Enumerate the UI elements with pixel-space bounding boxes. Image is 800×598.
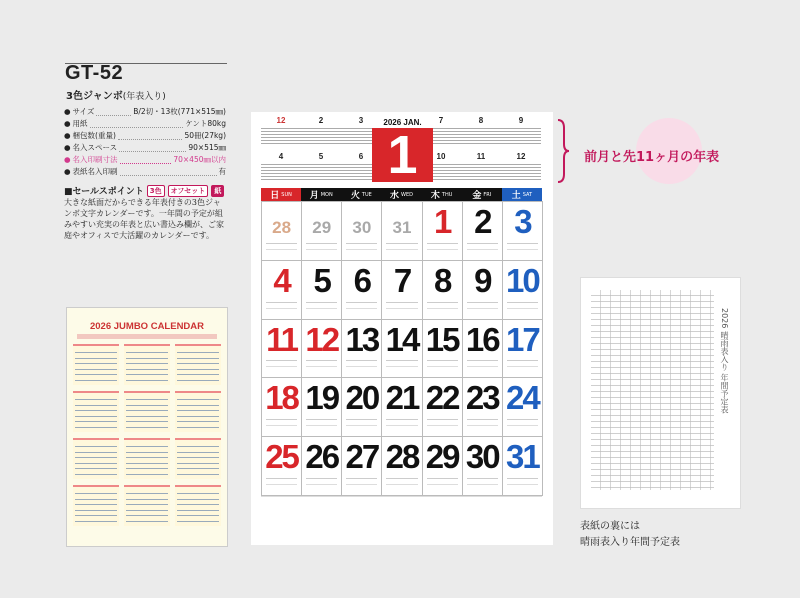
spec-list: [64, 106, 226, 178]
mini-month: [461, 152, 501, 182]
day-cell: [423, 378, 463, 437]
note-line: [386, 425, 417, 428]
spec-value: 90×515㎜: [188, 143, 226, 152]
note-line: [306, 302, 337, 305]
weekday-thu: [422, 188, 462, 201]
day-cell: [302, 320, 342, 379]
spec-label: サイズ: [72, 107, 95, 116]
note-line: [306, 425, 337, 428]
mini-month-grid: [261, 162, 301, 182]
bullet-icon: ●: [64, 143, 71, 152]
product-name-text: 3色ジャンボ: [66, 91, 123, 102]
day-cell: [463, 261, 503, 320]
weekday-sat: [502, 188, 542, 201]
leader-dots: [90, 121, 184, 128]
weekday-wed: [381, 188, 421, 201]
day-number: 2: [474, 203, 491, 240]
mini-month-number: 7: [438, 116, 444, 125]
spec-value: B/2切・13枚(771×515㎜): [133, 107, 226, 116]
weekday-en: FRI: [483, 191, 492, 198]
product-name: [66, 87, 166, 102]
day-number: 30: [352, 218, 372, 237]
mini-month: [301, 116, 341, 146]
day-cell: [262, 437, 302, 496]
day-grid: [261, 201, 543, 496]
note-line: [266, 249, 297, 252]
spec-row: [64, 154, 226, 166]
note-line: [467, 249, 498, 252]
bullet-icon: ●: [64, 131, 71, 140]
note-line: [266, 366, 297, 369]
day-number: 29: [425, 438, 459, 476]
day-cell: [382, 437, 422, 496]
note-line: [427, 425, 458, 428]
weekday-jp: 水: [390, 191, 400, 201]
leader-dots: [118, 133, 183, 140]
note-line: [507, 308, 538, 311]
weekday-en: TUE: [361, 191, 372, 198]
jumbo-month-block: [124, 438, 170, 479]
note-line: [346, 366, 377, 369]
note-line: [507, 478, 538, 481]
spec-value: 50冊(27kg): [184, 131, 226, 140]
note-line: [467, 484, 498, 487]
note-line: [507, 360, 538, 363]
mini-month-number: 4: [278, 152, 284, 161]
jumbo-month-block: [175, 438, 221, 479]
mini-month-grid: [501, 126, 541, 146]
day-cell: [342, 378, 382, 437]
note-line: [467, 478, 498, 481]
day-number: 5: [313, 261, 330, 299]
day-cell: [463, 437, 503, 496]
day-number: 24: [506, 379, 539, 417]
product-name-note: (年表入り): [122, 92, 166, 102]
day-cell: [382, 261, 422, 320]
day-cell: [382, 320, 422, 379]
day-cell: [463, 202, 503, 261]
day-number: 22: [425, 379, 459, 417]
day-cell: [342, 320, 382, 379]
weekday-mon: [301, 188, 341, 201]
day-number: 15: [425, 320, 459, 358]
day-cell: [503, 261, 543, 320]
day-number: 27: [345, 438, 379, 476]
day-cell: [262, 202, 302, 261]
day-number: 14: [385, 320, 419, 358]
spec-label: 梱包数(重量): [72, 131, 116, 140]
note-line: [266, 308, 297, 311]
day-cell: [302, 437, 342, 496]
day-cell: [423, 261, 463, 320]
day-number: 16: [465, 320, 499, 358]
day-cell: [262, 261, 302, 320]
mini-month: [261, 116, 301, 146]
note-line: [306, 478, 337, 481]
note-line: [386, 419, 417, 422]
spec-value: ケント80kg: [185, 119, 226, 128]
day-cell: [503, 437, 543, 496]
day-number: 11: [266, 320, 298, 358]
day-number: 8: [433, 261, 451, 299]
weekday-jp: 月: [309, 191, 319, 201]
note-line: [427, 243, 458, 246]
note-line: [386, 249, 417, 252]
day-number: 4: [273, 261, 290, 299]
annotation-text: 前月と先11ヶ月の年表: [584, 150, 720, 165]
note-line: [467, 419, 498, 422]
back-cover-title: 2026 晴雨表入り 年間予定表: [720, 308, 729, 414]
weekday-en: THU: [441, 191, 453, 198]
day-cell: [463, 378, 503, 437]
weekday-jp: 金: [472, 191, 482, 201]
mini-month-grid: [461, 126, 501, 146]
mini-month-number: 12: [276, 116, 286, 125]
mini-month-number: 2: [318, 116, 324, 125]
note-line: [427, 366, 458, 369]
note-line: [346, 419, 377, 422]
back-cover-caption-line1: 表紙の裏には: [580, 521, 640, 532]
jumbo-month-block: [175, 485, 221, 526]
mini-month-number: 12: [516, 152, 526, 161]
weekday-header: [261, 188, 542, 201]
note-line: [306, 366, 337, 369]
mini-month-number: 3: [358, 116, 364, 125]
day-number: 6: [353, 261, 371, 299]
spec-value: 有: [218, 167, 226, 176]
bullet-icon: ●: [64, 167, 71, 176]
note-line: [427, 302, 458, 305]
spec-value: 70×450㎜以内: [173, 155, 226, 164]
note-line: [507, 249, 538, 252]
note-line: [467, 366, 498, 369]
note-line: [346, 484, 377, 487]
spec-label: 表紙名入印刷: [72, 167, 118, 176]
note-line: [427, 308, 458, 311]
note-line: [467, 308, 498, 311]
note-line: [306, 484, 337, 487]
badge-paper: 紙: [211, 185, 224, 197]
mini-month: [501, 152, 541, 182]
day-number: 31: [392, 218, 412, 237]
note-line: [346, 302, 377, 305]
day-number: 25: [265, 438, 298, 476]
spec-label: 用紙: [72, 119, 88, 128]
product-code: GT-52: [65, 62, 124, 84]
jumbo-month-block: [175, 391, 221, 432]
weekday-jp: 火: [350, 191, 360, 201]
day-number: 29: [312, 218, 332, 237]
mini-month-number: 5: [318, 152, 324, 161]
weekday-sun: [261, 188, 301, 201]
note-line: [507, 366, 538, 369]
weekday-tue: [341, 188, 381, 201]
jumbo-month-block: [73, 344, 119, 385]
day-number: 7: [393, 261, 411, 299]
spec-row: [64, 130, 226, 142]
day-number: 19: [305, 379, 339, 417]
mini-month: [461, 116, 501, 146]
jumbo-month-block: [124, 391, 170, 432]
day-number: 3: [514, 203, 531, 240]
day-cell: [262, 320, 302, 379]
note-line: [306, 419, 337, 422]
day-number: 17: [506, 320, 539, 358]
jumbo-month-block: [73, 438, 119, 479]
note-line: [346, 243, 377, 246]
mini-month-grid: [501, 162, 541, 182]
weekday-en: SUN: [281, 191, 292, 198]
note-line: [266, 243, 297, 246]
day-number: 13: [345, 320, 379, 358]
jumbo-month-grid: [73, 344, 221, 526]
mini-month: [501, 116, 541, 146]
day-number: 31: [506, 438, 539, 476]
note-line: [507, 484, 538, 487]
note-line: [266, 425, 297, 428]
jumbo-month-block: [73, 485, 119, 526]
day-number: 28: [272, 218, 292, 237]
note-line: [346, 425, 377, 428]
spec-label: 名入スペース: [72, 143, 118, 152]
spec-row: [64, 106, 226, 118]
note-line: [386, 302, 417, 305]
bullet-icon: ●: [64, 119, 71, 128]
day-number: 10: [506, 261, 539, 299]
note-line: [306, 308, 337, 311]
day-cell: [302, 202, 342, 261]
spec-label: 名入印刷寸法: [72, 155, 118, 164]
jumbo-cover-band: [77, 334, 217, 339]
day-number: 9: [474, 261, 491, 299]
day-number: 1: [433, 203, 451, 240]
brace-icon: [556, 118, 570, 184]
jumbo-calendar-cover: [66, 307, 228, 547]
note-line: [386, 360, 417, 363]
calendar-footer-line: [261, 496, 542, 503]
day-cell: [342, 437, 382, 496]
day-cell: [503, 378, 543, 437]
day-cell: [302, 261, 342, 320]
day-cell: [503, 320, 543, 379]
spec-row: [64, 118, 226, 130]
note-line: [427, 478, 458, 481]
day-number: 26: [305, 438, 339, 476]
month-block: [372, 118, 433, 185]
note-line: [467, 360, 498, 363]
mini-month-number: 10: [436, 152, 446, 161]
weekday-en: MON: [320, 191, 333, 198]
day-number: 21: [385, 379, 419, 417]
mini-month-grid: [461, 162, 501, 182]
note-line: [266, 360, 297, 363]
note-line: [306, 360, 337, 363]
mini-month-number: 6: [358, 152, 364, 161]
note-line: [427, 419, 458, 422]
weekday-jp: 木: [430, 191, 440, 201]
note-line: [386, 484, 417, 487]
note-line: [386, 478, 417, 481]
note-line: [266, 478, 297, 481]
mini-month: [301, 152, 341, 182]
month-header: 2026 JAN.: [372, 118, 433, 128]
mini-month-grid: [301, 162, 341, 182]
day-cell: [503, 202, 543, 261]
day-number: 12: [305, 320, 339, 358]
day-cell: [463, 320, 503, 379]
day-number: 23: [465, 379, 499, 417]
jumbo-month-block: [124, 344, 170, 385]
note-line: [346, 478, 377, 481]
note-line: [386, 243, 417, 246]
badge-offset: オフセット: [168, 185, 209, 197]
leader-dots: [120, 169, 217, 176]
note-line: [507, 302, 538, 305]
weekday-fri: [462, 188, 502, 201]
day-number: 28: [385, 438, 419, 476]
jumbo-month-block: [124, 485, 170, 526]
note-line: [306, 243, 337, 246]
mini-month-number: 9: [518, 116, 524, 125]
spec-row: [64, 142, 226, 154]
spec-row: [64, 166, 226, 178]
badge-3color: 3色: [147, 185, 165, 197]
mini-month: [261, 152, 301, 182]
note-line: [346, 308, 377, 311]
weekday-en: SAT: [522, 191, 533, 198]
note-line: [346, 360, 377, 363]
jumbo-cover-title: 2026 JUMBO CALENDAR: [89, 321, 205, 332]
leader-dots: [119, 145, 186, 152]
leader-dots: [96, 109, 131, 116]
bullet-icon: ●: [64, 155, 71, 164]
day-cell: [342, 261, 382, 320]
mini-month-number: 8: [478, 116, 484, 125]
note-line: [266, 419, 297, 422]
day-cell: [423, 437, 463, 496]
sales-point-text: 大きな紙面だからできる年表付きの3色ジャンボ文字カレンダーです。一年間の予定が組みやすい充実の年表と広い書込み欄が、ご家庭やオフィスで大活躍のカレンダーです。: [64, 198, 224, 240]
weekday-en: WED: [401, 191, 413, 198]
note-line: [386, 366, 417, 369]
month-number: 1: [387, 125, 418, 185]
day-cell: [302, 378, 342, 437]
mini-month-grid: [301, 126, 341, 146]
day-cell: [423, 320, 463, 379]
mini-month-number: 11: [476, 152, 486, 161]
mini-month-grid: [261, 126, 301, 146]
bullet-icon: ●: [64, 107, 71, 116]
note-line: [507, 243, 538, 246]
day-number: 30: [465, 438, 499, 476]
weekday-jp: 土: [511, 191, 521, 201]
sales-point-heading: [64, 184, 224, 197]
jumbo-month-block: [73, 391, 119, 432]
schedule-columns: [591, 290, 714, 490]
back-cover-caption-line2: 晴雨表入り年間予定表: [580, 537, 680, 548]
back-cover-schedule: [580, 277, 741, 509]
day-cell: [382, 378, 422, 437]
main-calendar-page: [251, 112, 553, 545]
note-line: [467, 302, 498, 305]
note-line: [507, 425, 538, 428]
note-line: [467, 425, 498, 428]
note-line: [346, 249, 377, 252]
day-number: 18: [265, 379, 298, 417]
day-cell: [382, 202, 422, 261]
note-line: [306, 249, 337, 252]
day-number: 20: [345, 379, 379, 417]
jumbo-month-block: [175, 344, 221, 385]
leader-dots: [120, 157, 172, 164]
day-cell: [342, 202, 382, 261]
note-line: [427, 484, 458, 487]
note-line: [266, 302, 297, 305]
note-line: [386, 308, 417, 311]
sales-heading-text: ■セールスポイント: [64, 187, 144, 197]
note-line: [507, 419, 538, 422]
note-line: [266, 484, 297, 487]
day-cell: [423, 202, 463, 261]
note-line: [427, 360, 458, 363]
note-line: [427, 249, 458, 252]
day-cell: [262, 378, 302, 437]
note-line: [467, 243, 498, 246]
weekday-jp: 日: [270, 191, 280, 201]
